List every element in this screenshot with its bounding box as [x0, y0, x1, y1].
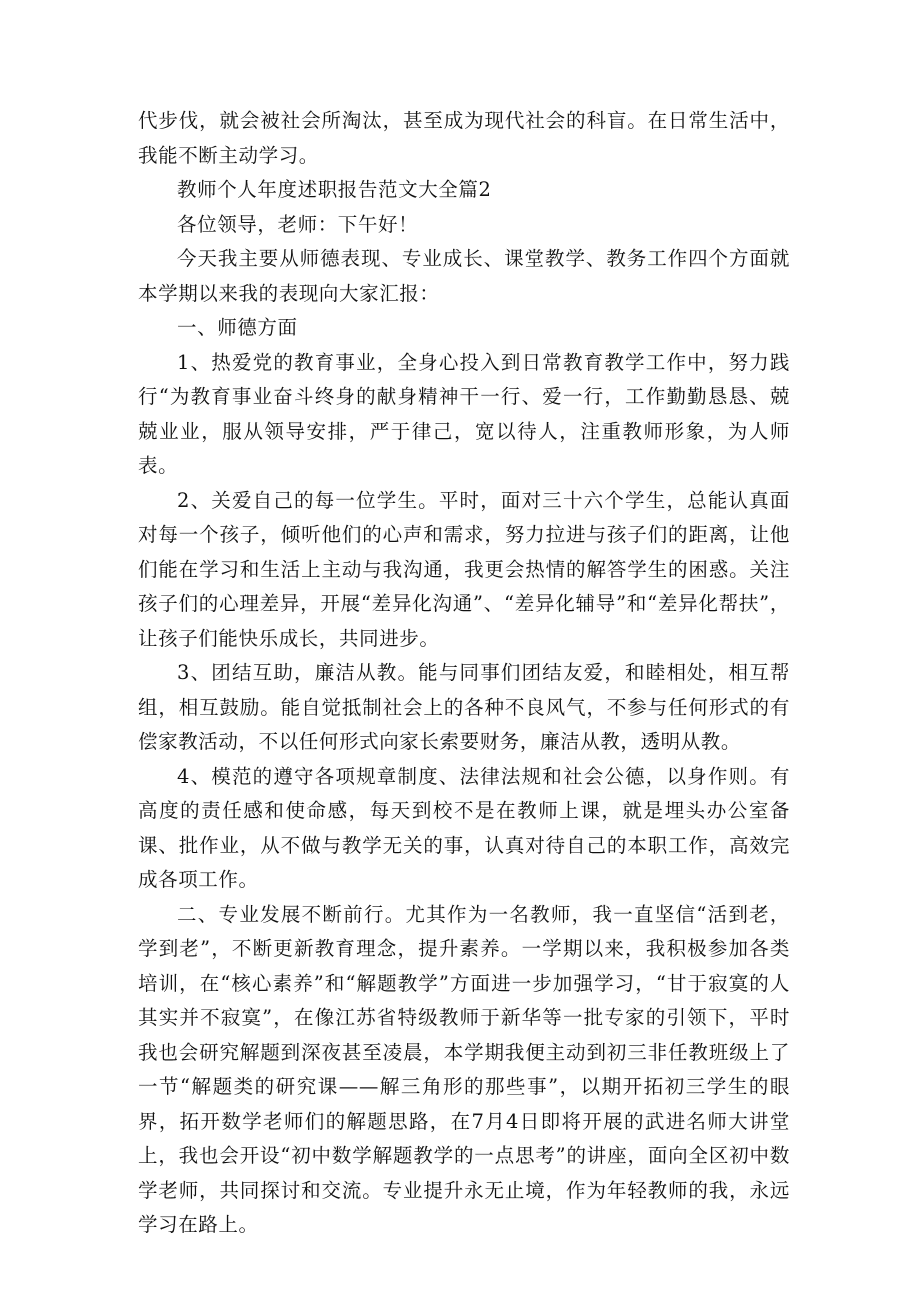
intro-paragraph: 今天我主要从师德表现、专业成长、课堂教学、教务工作四个方面就本学期以来我的表现向大家汇报： [138, 247, 790, 305]
paragraph-professional-development: 二、专业发展不断前行。尤其作为一名教师，我一直坚信“活到老，学到老”，不断更新教育理念，提升素养。一学期以来，我积极参加各类培训，在“核心素养”和“解题教学”方面进一步加强学习，“甘于寂寞的人其实并不寂寞”，在像江苏省特级教师于新华等一批专家的引领下，平时我也会研究解题到深夜甚至凌晨，本学期我便主动到初三非任教班级上了一节“解题类的研究课——解三角形的那些事”，以期开拓初三学生的眼界，拓开数学老师们的解题思路，在7月4日即将开展的武进名师大讲堂上，我也会开设“初中数学解题教学的一点思考”的讲座，面向全区初中数学老师，共同探讨和交流。专业提升永无止境，作为年轻教师的我，永远学习在路上。 [138, 902, 790, 1236]
heading-ethics: 一、师德方面 [177, 316, 298, 339]
paragraph-continuation: 代步伐，就会被社会所淘汰，甚至成为现代社会的科盲。在日常生活中，我能不断主动学习。 [138, 109, 790, 167]
paragraph-item-1: 1、热爱党的教育事业，全身心投入到日常教育教学工作中，努力践行“为教育事业奋斗终身的献身精神干一行、爱一行，工作勤勤恳恳、兢兢业业，服从领导安排，严于律己，宽以待人，注重教师形象，为人师表。 [138, 350, 790, 477]
document-page [138, 104, 790, 1243]
paragraph-item-2: 2、关爱自己的每一位学生。平时，面对三十六个学生，总能认真面对每一个孩子，倾听他们的心声和需求，努力拉进与孩子们的距离，让他们能在学习和生活上主动与我沟通，我更会热情的解答学生的困惑。关注孩子们的心理差异，开展“差异化沟通”、“差异化辅导”和“差异化帮扶”，让孩子们能快乐成长，共同进步。 [138, 488, 790, 650]
section-title: 教师个人年度述职报告范文大全篇2 [177, 178, 492, 201]
paragraph-item-3: 3、团结互助，廉洁从教。能与同事们团结友爱，和睦相处，相互帮组，相互鼓励。能自觉抵制社会上的各种不良风气，不参与任何形式的有偿家教活动，不以任何形式向家长索要财务，廉洁从教，透明从教。 [138, 661, 790, 753]
paragraph-item-4: 4、模范的遵守各项规章制度、法律法规和社会公德，以身作则。有高度的责任感和使命感，每天到校不是在教师上课，就是埋头办公室备课、批作业，从不做与教学无关的事，认真对待自己的本职工作，高效完成各项工作。 [138, 764, 790, 891]
greeting: 各位领导，老师：下午好！ [177, 212, 419, 236]
